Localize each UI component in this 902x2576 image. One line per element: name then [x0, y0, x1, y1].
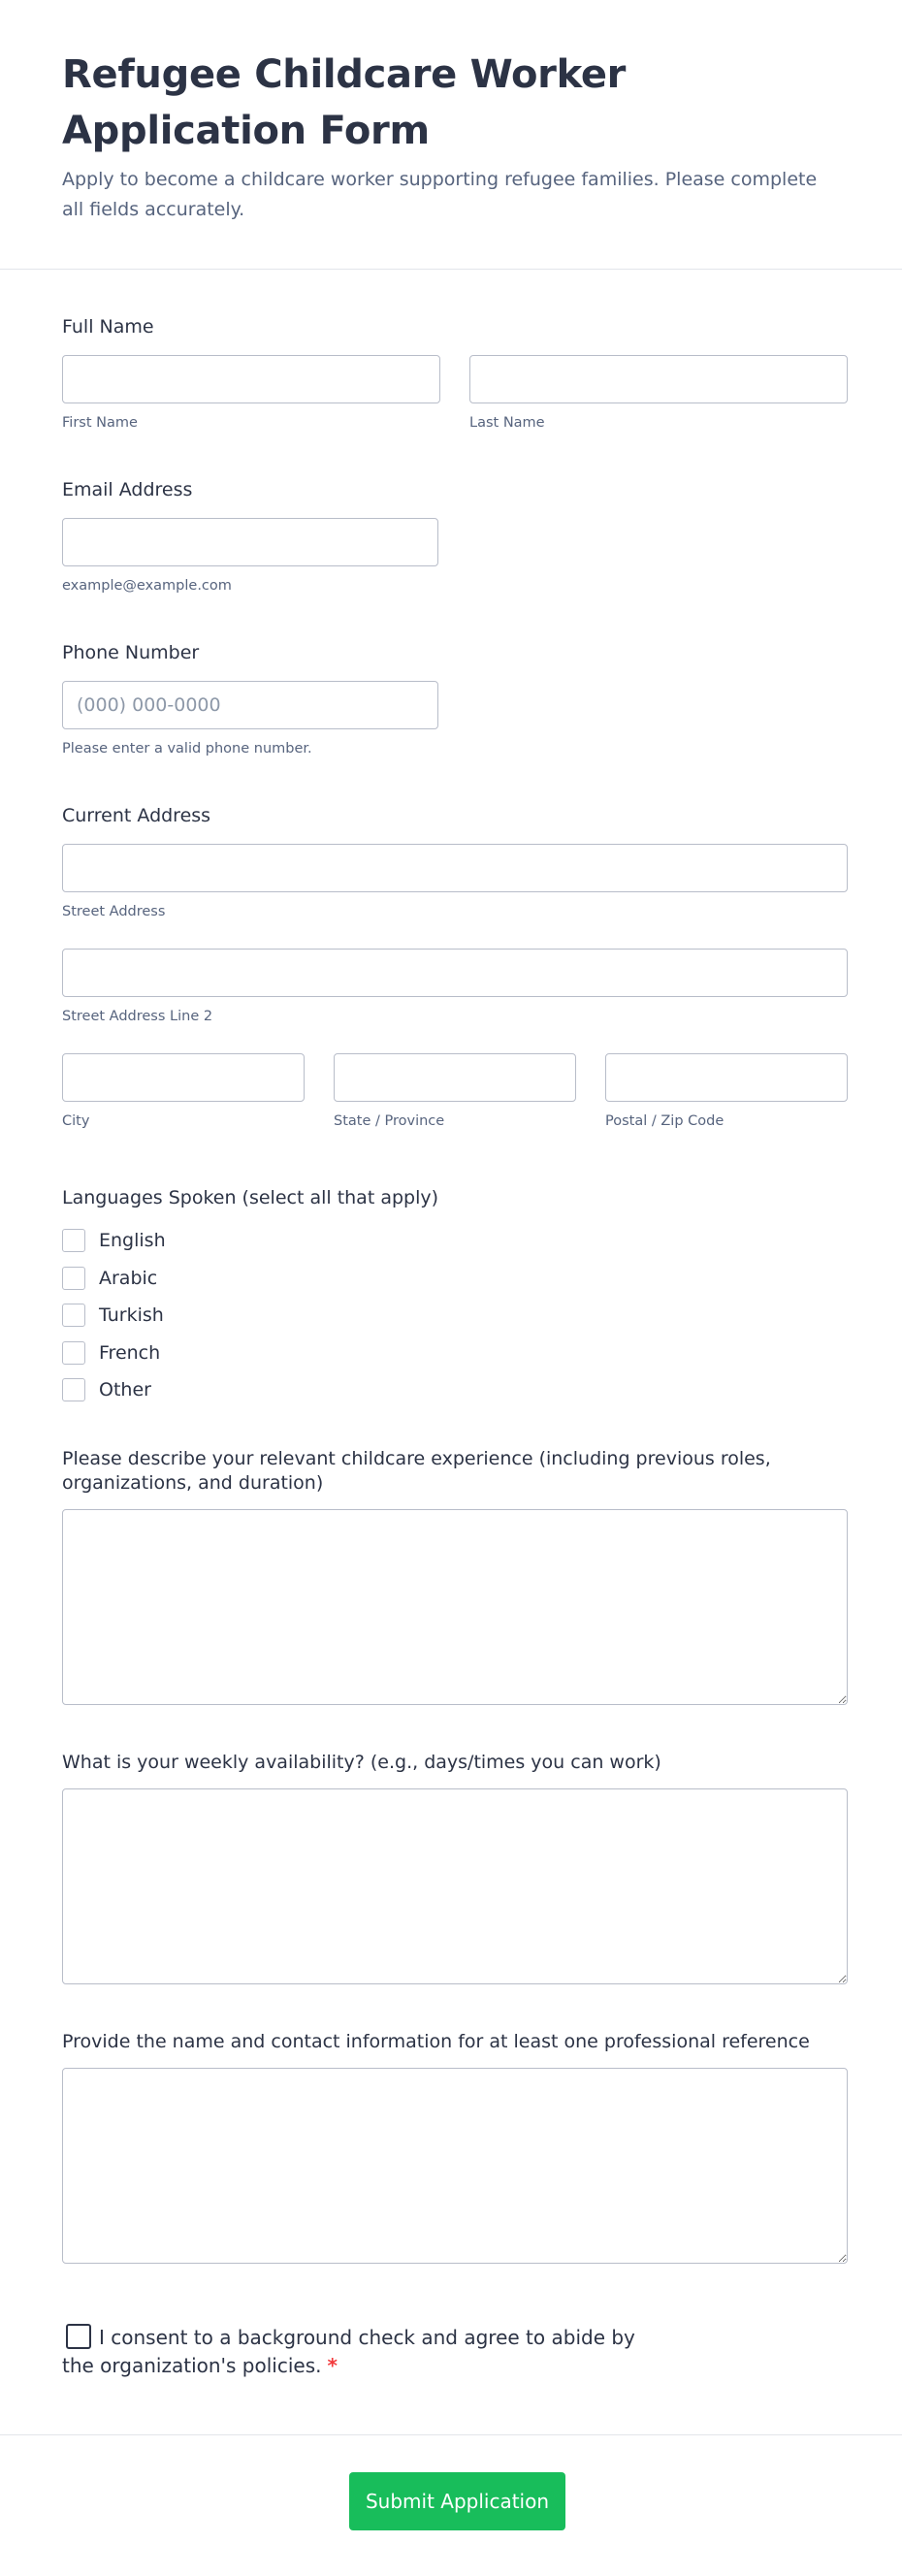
- phone-input[interactable]: [62, 681, 438, 729]
- page-subtitle: Apply to become a childcare worker supporting refugee families. Please complete all fields accurately.: [62, 169, 818, 220]
- language-option-english[interactable]: [62, 1222, 848, 1260]
- street-address-line2-input[interactable]: [62, 949, 848, 997]
- language-option-turkish[interactable]: [62, 1297, 848, 1335]
- language-option-arabic[interactable]: [62, 1260, 848, 1298]
- email-field-group: [62, 479, 438, 594]
- reference-field-group: [62, 2031, 848, 2264]
- form-footer: [0, 2434, 902, 2576]
- last-name-input[interactable]: [469, 355, 848, 403]
- zip-sublabel: Postal / Zip Code: [605, 1113, 725, 1129]
- state-input[interactable]: [334, 1053, 576, 1102]
- languages-field-group: [62, 1187, 848, 1409]
- form-header: [0, 0, 902, 270]
- required-asterisk: *: [327, 2354, 338, 2377]
- email-sublabel: example@example.com: [62, 578, 232, 594]
- language-option-french[interactable]: [62, 1335, 848, 1372]
- full-name-field: [62, 316, 848, 431]
- phone-label: Phone Number: [62, 642, 200, 663]
- language-option-label: Other: [99, 1379, 151, 1401]
- consent-line: [62, 2324, 669, 2380]
- email-input[interactable]: [62, 518, 438, 566]
- last-name-col: [469, 355, 848, 431]
- checkbox[interactable]: [62, 1229, 85, 1252]
- checkbox[interactable]: [62, 1378, 85, 1401]
- full-name-label: Full Name: [62, 316, 154, 338]
- city-sublabel: City: [62, 1113, 90, 1129]
- consent-checkbox[interactable]: [66, 2324, 91, 2349]
- first-name-sublabel: First Name: [62, 415, 138, 431]
- consent-text: I consent to a background check and agree to abide by the organization's policies.: [62, 2326, 635, 2377]
- page-title: Refugee Childcare Worker Application Form: [62, 52, 627, 153]
- phone-field-group: [62, 642, 438, 757]
- street-address-sublabel: Street Address: [62, 904, 166, 919]
- phone-sublabel: Please enter a valid phone number.: [62, 741, 312, 757]
- first-name-input[interactable]: [62, 355, 440, 403]
- consent-field-group: [62, 2324, 669, 2380]
- language-option-label: Arabic: [99, 1267, 158, 1289]
- last-name-sublabel: Last Name: [469, 415, 545, 431]
- availability-label: What is your weekly availability? (e.g., days/times you can work): [62, 1752, 661, 1773]
- checkbox[interactable]: [62, 1304, 85, 1327]
- address-label: Current Address: [62, 805, 211, 826]
- address-city-row: [62, 1053, 848, 1129]
- availability-field-group: [62, 1752, 848, 1984]
- checkbox[interactable]: [62, 1267, 85, 1290]
- reference-textarea[interactable]: [62, 2068, 848, 2264]
- city-col: [62, 1053, 305, 1129]
- availability-textarea[interactable]: [62, 1788, 848, 1984]
- email-label: Email Address: [62, 479, 193, 500]
- checkbox[interactable]: [62, 1341, 85, 1365]
- state-sublabel: State / Province: [334, 1113, 445, 1129]
- experience-label: Please describe your relevant childcare experience (including previous roles, organizations, and duration): [62, 1448, 771, 1494]
- reference-label: Provide the name and contact information for at least one professional reference: [62, 2031, 810, 2052]
- state-col: [334, 1053, 576, 1129]
- language-option-label: English: [99, 1230, 166, 1252]
- zip-input[interactable]: [605, 1053, 848, 1102]
- address-field-group: [62, 805, 848, 1129]
- street-address-line2-sublabel: Street Address Line 2: [62, 1009, 213, 1024]
- language-option-other[interactable]: [62, 1371, 848, 1409]
- languages-label: Languages Spoken (select all that apply): [62, 1187, 439, 1208]
- experience-textarea[interactable]: [62, 1509, 848, 1705]
- language-option-label: French: [99, 1341, 161, 1364]
- first-name-col: [62, 355, 440, 431]
- city-input[interactable]: [62, 1053, 305, 1102]
- street-address-input[interactable]: [62, 844, 848, 892]
- language-option-label: Turkish: [99, 1304, 164, 1327]
- languages-checkbox-list: [62, 1222, 848, 1409]
- zip-col: [605, 1053, 848, 1129]
- full-name-row: [62, 355, 848, 431]
- experience-field-group: [62, 1447, 848, 1705]
- submit-application-button[interactable]: Submit Application: [349, 2472, 565, 2530]
